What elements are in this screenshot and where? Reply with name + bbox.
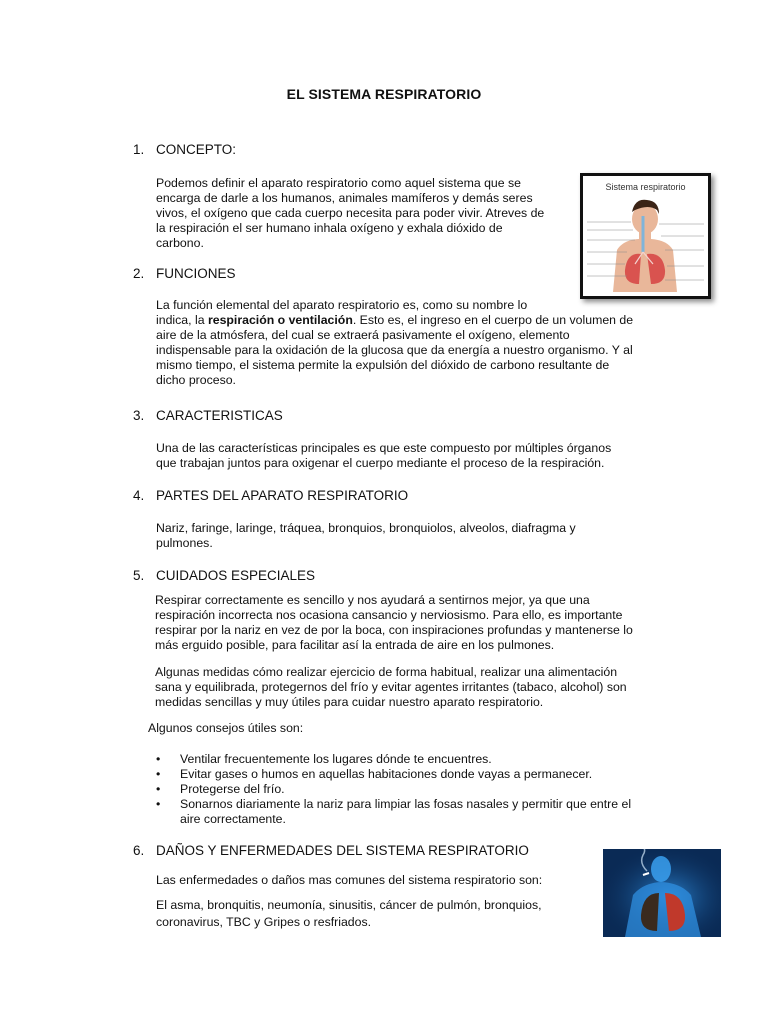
consejos-list [156, 752, 676, 827]
bullet-icon: • [156, 767, 161, 781]
funciones-paragraph: La función elemental del aparato respiratorio es, como su nombre lo indica, la respiración o ventilación. Esto es, el ingreso en el cuerpo de un volumen de aire de la atmósfera, del cual se extraerá pasivamente el oxígeno, elemento indispensable para la oxidación de la glucosa que da energía a nuestro organismo. Y al mismo tiempo, el sistema permite la expulsión del dióxido de carbono resultante de dicho proceso. [156, 298, 634, 387]
caracteristicas-paragraph: Una de las características principales es que este compuesto por múltiples órganos que trabajan juntos para oxigenar el cuerpo mediante el proceso de la respiración. [156, 441, 612, 470]
bullet-icon: • [156, 797, 161, 811]
respiratory-system-figure [580, 173, 711, 299]
danos-paragraph: El asma, bronquitis, neumonía, sinusitis, cáncer de pulmón, bronquios, coronavirus, TBC y Gripes o resfriados. [156, 898, 542, 929]
respiratory-system-diagram-icon [583, 192, 708, 292]
cuidados-paragraph-2: Algunas medidas cómo realizar ejercicio de forma habitual, realizar una alimentación sana y equilibrada, protegernos del frío y evitar agentes irritantes (tabaco, alcohol) son medidas sencillas y muy útiles para cuidar nuestro aparato respiratorio. [155, 665, 627, 709]
consejos-intro: Algunos consejos útiles son: [148, 721, 304, 735]
list-item: • Evitar gases o humos en aquellas habitaciones donde vayas a permanecer. [156, 767, 593, 781]
funciones-bold-term: respiración o ventilación [207, 313, 353, 327]
smoker-lungs-illustration-icon [603, 849, 721, 937]
partes-paragraph: Nariz, faringe, laringe, tráquea, bronquios, bronquiolos, alveolos, diafragma y pulmones. [156, 521, 576, 550]
bullet-icon: • [156, 782, 161, 796]
page-title: EL SISTEMA RESPIRATORIO [286, 86, 482, 102]
list-item: • Ventilar frecuentemente los lugares dónde te encuentres. [156, 752, 492, 766]
smoker-lungs-figure [603, 849, 721, 937]
list-item: • Protegerse del frío. [156, 782, 285, 796]
concepto-paragraph: Podemos definir el aparato respiratorio como aquel sistema que se encarga de darle a los humanos, animales mamíferos y demás seres vivos, el oxígeno que cada cuerpo necesita para poder vivir. Atreves de la respiración el ser humano inhala oxígeno y exhala dióxido de carbono. [156, 176, 545, 250]
bullet-icon: • [156, 752, 161, 766]
cuidados-paragraph-1: Respirar correctamente es sencillo y nos ayudará a sentirnos mejor, ya que una respiración incorrecta nos ocasiona cansancio y nerviosismo. Para ello, es importante respirar por la nariz en vez de por la boca, con inspiraciones profundas y mantenerse lo más erguido posible, para facilitar así la entrada de aire en los pulmones. [155, 593, 633, 652]
list-item: • Sonarnos diariamente la nariz para limpiar las fosas nasales y permitir que entre el aire correctamente. [156, 797, 632, 826]
danos-intro: Las enfermedades o daños mas comunes del sistema respiratorio son: [156, 873, 543, 887]
figure-caption: Sistema respiratorio [605, 182, 686, 192]
